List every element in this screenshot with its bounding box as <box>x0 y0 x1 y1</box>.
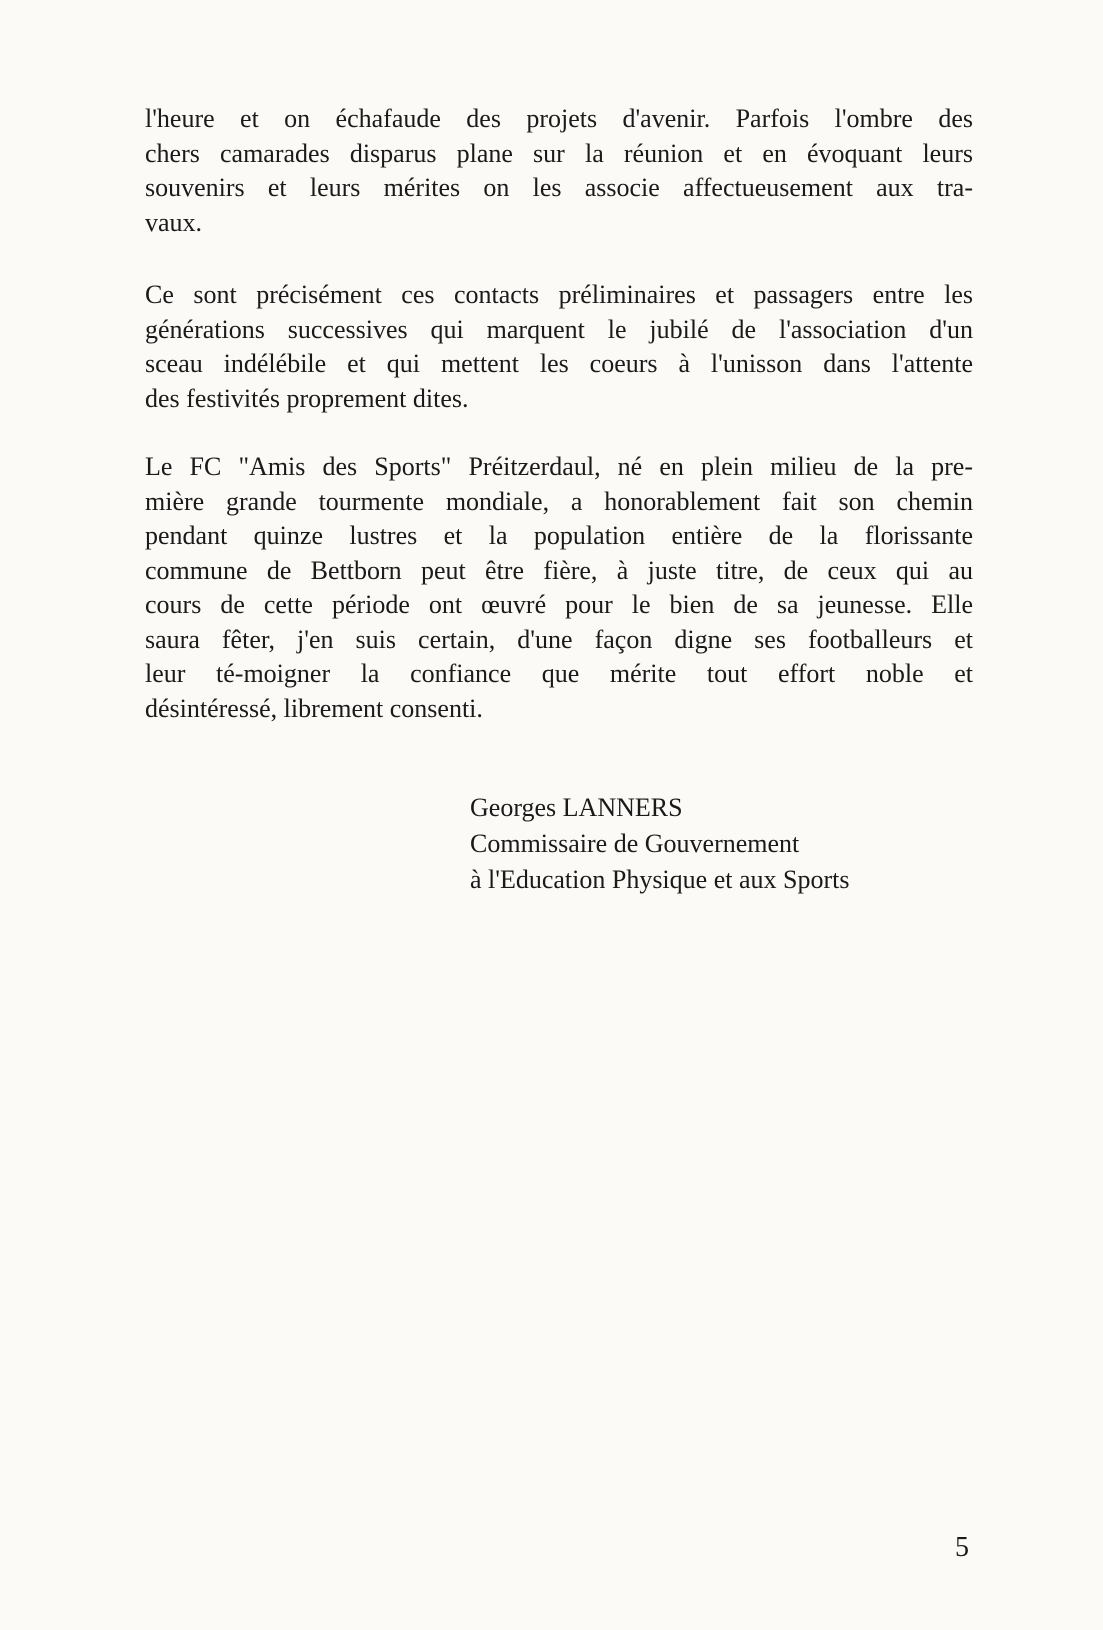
paragraph-line: commune de Bettborn peut être fière, à juste titre, de ceux qui au <box>145 555 973 585</box>
signature-name: Georges LANNERS <box>470 793 683 822</box>
paragraph-line: des festivités proprement dites. <box>145 383 469 413</box>
paragraph-line: vaux. <box>145 207 203 237</box>
signature-title: Commissaire de Gouvernement <box>470 829 800 858</box>
paragraph-line: désintéressé, librement consenti. <box>145 693 483 723</box>
paragraph-line: cours de cette période ont œuvré pour le bien de sa jeunesse. Elle <box>145 590 973 619</box>
paragraph-line: Ce sont précisément ces contacts préliminaires et passagers entre les <box>145 280 973 309</box>
paragraph-line: leur té-moigner la confiance que mérite tout effort noble et <box>145 659 973 688</box>
paragraph-3 <box>145 450 973 726</box>
paragraph-line: sceau indélébile et qui mettent les coeurs à l'unisson dans l'attente <box>145 349 973 378</box>
paragraph-1 <box>145 102 973 240</box>
paragraph-line: Le FC "Amis des Sports" Préitzerdaul, né en plein milieu de la pre- <box>145 452 973 481</box>
paragraph-line: souvenirs et leurs mérites on les associe affectueusement aux tra- <box>145 173 973 202</box>
page-number: 5 <box>955 1532 969 1563</box>
paragraph-line: chers camarades disparus plane sur la réunion et en évoquant leurs <box>145 138 973 168</box>
paragraph-line: saura fêter, j'en suis certain, d'une façon digne ses footballeurs et <box>145 624 973 654</box>
paragraph-line: l'heure et on échafaude des projets d'avenir. Parfois l'ombre des <box>145 104 973 133</box>
paragraph-line: générations successives qui marquent le jubilé de l'association d'un <box>145 314 973 344</box>
paragraph-line: pendant quinze lustres et la population entière de la florissante <box>145 521 973 550</box>
signature-department: à l'Education Physique et aux Sports <box>470 865 850 894</box>
signature-block <box>470 790 849 898</box>
paragraph-2 <box>145 278 973 416</box>
paragraph-line: mière grande tourmente mondiale, a honorablement fait son chemin <box>145 486 973 516</box>
